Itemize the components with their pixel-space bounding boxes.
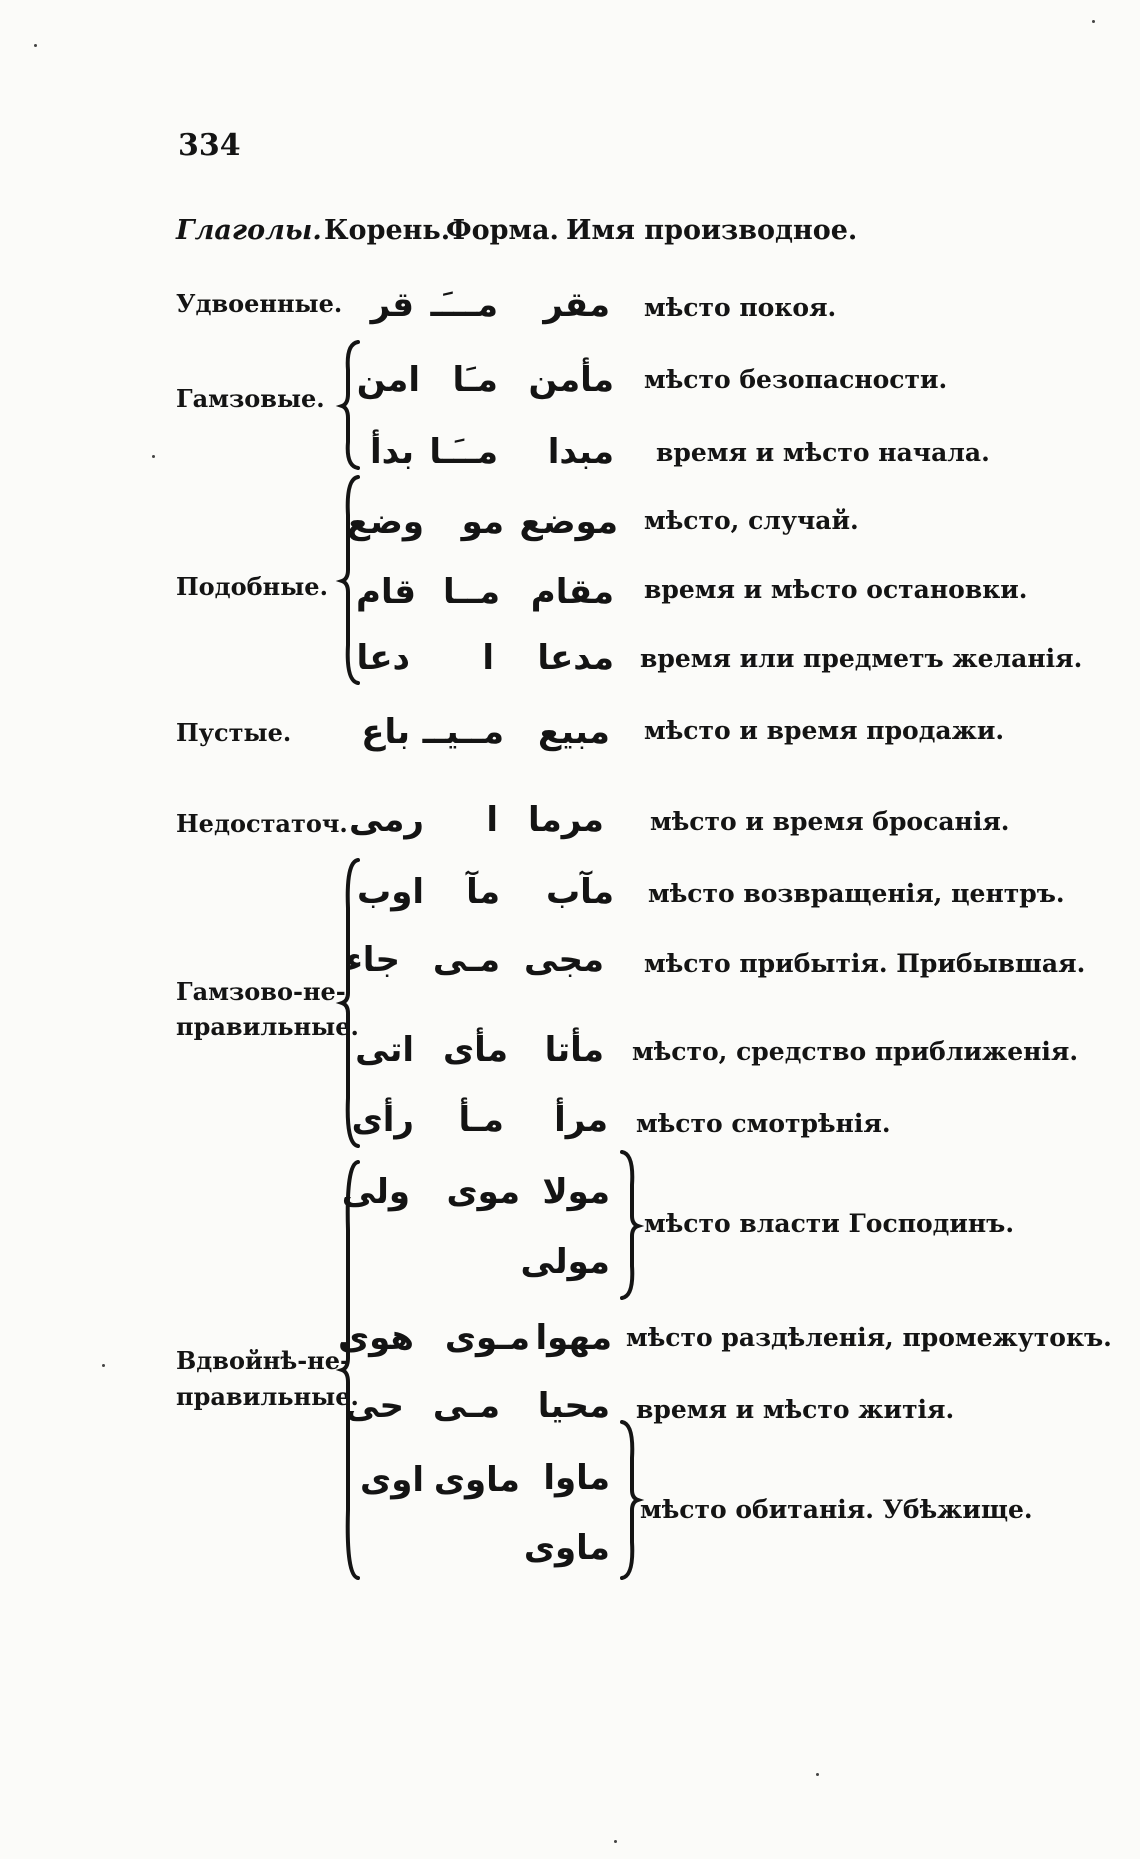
form-pattern: مأى	[443, 1030, 508, 1070]
category-hamza-irregular-line2: правильные.	[176, 1012, 359, 1041]
paper-speck	[34, 44, 37, 47]
root-word: قر	[370, 285, 414, 325]
root-word: امن	[356, 360, 420, 400]
derived-noun: مآب	[546, 872, 614, 912]
derived-noun: مدعا	[537, 638, 614, 678]
form-pattern: مو	[461, 502, 504, 542]
meaning: время или предметъ желанія.	[640, 644, 1083, 673]
category-hollow: Пустые.	[176, 718, 292, 747]
form-pattern: ماوى	[433, 1460, 520, 1500]
root-word: حى	[345, 1386, 404, 1426]
meaning: мѣсто возвращенія, центръ.	[648, 879, 1065, 908]
root-word: هوى	[337, 1318, 414, 1358]
meaning: мѣсто безопасности.	[644, 365, 948, 394]
derived-noun: موضع	[519, 502, 618, 542]
root-word: وضع	[346, 502, 424, 542]
form-pattern: مــا	[442, 572, 500, 612]
root-word: باع	[361, 712, 410, 752]
paper-speck	[816, 1773, 819, 1776]
meaning: мѣсто раздѣленія, промежутокъ.	[626, 1323, 1112, 1352]
root-word: بدأ	[369, 432, 414, 472]
derived-noun: مجى	[524, 940, 604, 980]
derived-noun: مبدا	[547, 432, 614, 472]
meaning: мѣсто прибытія. Прибывшая.	[644, 949, 1086, 978]
meaning: мѣсто, средство приближенія.	[632, 1037, 1079, 1066]
form-pattern: ا	[482, 638, 494, 678]
meaning: мѣсто, случай.	[644, 506, 859, 535]
derived-noun: مبيع	[537, 712, 610, 752]
paper-speck	[1092, 20, 1095, 23]
derived-noun: مأمن	[528, 360, 614, 400]
root-word: اتى	[355, 1030, 414, 1070]
derived-noun: مرأ	[554, 1100, 608, 1140]
root-word: اوى	[360, 1460, 424, 1500]
meaning: время и мѣсто житія.	[636, 1395, 955, 1424]
root-word: دعا	[356, 638, 410, 678]
category-hamza-irregular-line1: Гамзово-не-	[176, 977, 346, 1006]
form-pattern: مـــَـ	[430, 285, 498, 325]
derived-noun: محيا	[537, 1386, 610, 1426]
header-derived-noun: Имя производное.	[566, 215, 858, 246]
root-word: جاء	[345, 940, 400, 980]
category-doubly-irregular-line1: Вдвойнѣ-не-	[176, 1346, 350, 1375]
form-pattern: مـى	[432, 940, 500, 980]
derived-noun: مهوا	[535, 1318, 612, 1358]
meaning: мѣсто и время бросанія.	[650, 807, 1010, 836]
derived-noun: مرما	[527, 800, 604, 840]
paper-speck	[614, 1840, 617, 1843]
header-root: Корень.	[324, 215, 451, 246]
root-word: رمى	[348, 800, 424, 840]
root-word: اوب	[357, 872, 424, 912]
meaning: мѣсто обитанія. Убѣжище.	[640, 1495, 1033, 1524]
form-pattern: مآ	[466, 872, 500, 912]
form-pattern: مـأ	[458, 1100, 504, 1140]
form-pattern: مــيــ	[422, 712, 504, 752]
category-doubled: Удвоенные.	[176, 289, 343, 318]
header-form: Форма.	[446, 215, 559, 246]
brace-doubly-irregular	[342, 1160, 362, 1580]
derived-noun: مقام	[530, 572, 614, 612]
derived-noun-variant: ماوى	[523, 1528, 610, 1568]
category-doubly-irregular-line2: правильные.	[176, 1382, 359, 1411]
category-defective: Недостаточ.	[176, 809, 348, 838]
form-pattern: موى	[446, 1172, 520, 1212]
meaning: мѣсто власти Господинъ.	[644, 1209, 1015, 1238]
meaning: мѣсто покоя.	[644, 293, 837, 322]
form-pattern: مـى	[432, 1386, 500, 1426]
page-number: 334	[178, 128, 241, 163]
root-word: رأى	[351, 1100, 414, 1140]
header-verbs: Глаголы.	[176, 215, 322, 246]
derived-noun-variant: مولى	[520, 1242, 610, 1282]
meaning: мѣсто смотрѣнія.	[636, 1109, 891, 1138]
root-word: قام	[356, 572, 416, 612]
meaning: время и мѣсто остановки.	[644, 575, 1028, 604]
category-similar: Подобные.	[176, 572, 328, 601]
paper-speck	[152, 455, 155, 458]
root-word: ولى	[341, 1172, 410, 1212]
derived-noun: ماوا	[543, 1458, 610, 1498]
brace-right-1	[620, 1150, 640, 1300]
derived-noun: مأتا	[544, 1030, 604, 1070]
derived-noun: مقر	[543, 285, 610, 325]
meaning: время и мѣсто начала.	[656, 438, 990, 467]
form-pattern: مـوى	[444, 1318, 530, 1358]
category-hamza: Гамзовые.	[176, 384, 325, 413]
form-pattern: ا	[486, 800, 498, 840]
form-pattern: مـَا	[452, 360, 498, 400]
derived-noun: مولا	[542, 1172, 610, 1212]
form-pattern: مــَـا	[429, 432, 498, 472]
brace-right-2	[620, 1420, 640, 1580]
paper-speck	[102, 1364, 105, 1367]
meaning: мѣсто и время продажи.	[644, 716, 1005, 745]
